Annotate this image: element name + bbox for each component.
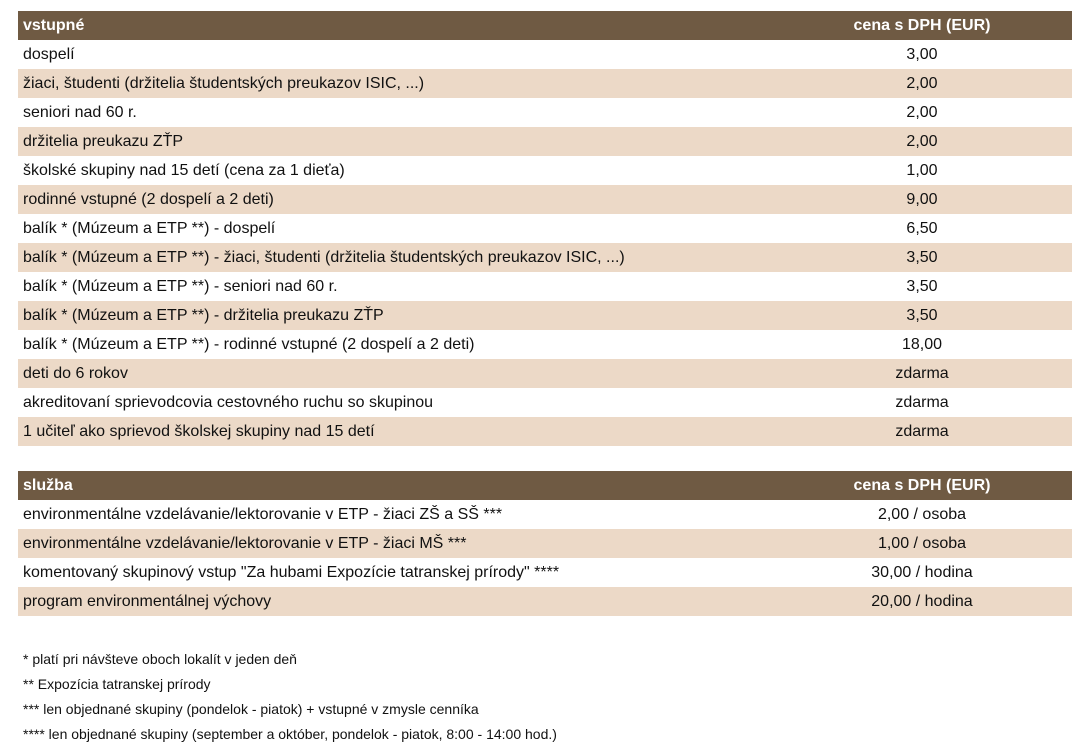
row-price: 18,00 [901, 335, 943, 353]
services-price-table [18, 471, 1072, 616]
admission-header-price: cena s DPH (EUR) [853, 16, 991, 34]
services-header-label: služba [23, 476, 73, 494]
footnotes [23, 649, 557, 749]
table-row [18, 359, 1072, 388]
admission-price-table [18, 11, 1072, 446]
row-label: 1 učiteľ ako sprievod školskej skupiny nad 15 detí [23, 422, 375, 440]
table-row [18, 40, 1072, 69]
row-price: 2,00 [906, 132, 938, 150]
row-label: balík * (Múzeum a ETP **) - rodinné vstupné (2 dospelí a 2 deti) [23, 335, 475, 353]
table-row [18, 587, 1072, 616]
table-row [18, 156, 1072, 185]
row-label: dospelí [23, 45, 75, 63]
row-label: balík * (Múzeum a ETP **) - seniori nad 60 r. [23, 277, 338, 295]
table-row [18, 69, 1072, 98]
row-label: balík * (Múzeum a ETP **) - žiaci, študenti (držitelia študentských preukazov ISIC, ...) [23, 248, 625, 266]
services-header-price: cena s DPH (EUR) [853, 476, 991, 494]
row-label: seniori nad 60 r. [23, 103, 137, 121]
table-row [18, 500, 1072, 529]
row-label: environmentálne vzdelávanie/lektorovanie v ETP - žiaci MŠ *** [23, 534, 467, 552]
row-price: 30,00 / hodina [871, 563, 973, 581]
row-price: 3,50 [906, 277, 938, 295]
row-label: environmentálne vzdelávanie/lektorovanie v ETP - žiaci ZŠ a SŠ *** [23, 505, 503, 523]
table-row [18, 243, 1072, 272]
row-label: program environmentálnej výchovy [23, 592, 272, 610]
row-label: žiaci, študenti (držitelia študentských preukazov ISIC, ...) [23, 74, 425, 92]
row-label: balík * (Múzeum a ETP **) - dospelí [23, 219, 276, 237]
table-row [18, 388, 1072, 417]
admission-table-header [18, 11, 1072, 40]
table-row [18, 417, 1072, 446]
footnote: **** len objednané skupiny (september a október, pondelok - piatok, 8:00 - 14:00 hod.) [23, 726, 557, 742]
footnote: * platí pri návšteve oboch lokalít v jeden deň [23, 651, 297, 667]
row-label: držitelia preukazu ZŤP [23, 132, 184, 150]
table-row [18, 98, 1072, 127]
row-price: 6,50 [906, 219, 938, 237]
row-price: 3,00 [906, 45, 938, 63]
row-price: 1,00 / osoba [877, 534, 967, 552]
row-label: deti do 6 rokov [23, 364, 128, 382]
table-row [18, 558, 1072, 587]
table-row [18, 127, 1072, 156]
table-row [18, 185, 1072, 214]
footnote: ** Expozícia tatranskej prírody [23, 676, 211, 692]
row-price: 3,50 [906, 306, 938, 324]
row-price: 3,50 [906, 248, 938, 266]
table-row [18, 272, 1072, 301]
row-price: zdarma [895, 364, 949, 382]
footnote: *** len objednané skupiny (pondelok - piatok) + vstupné v zmysle cenníka [23, 701, 479, 717]
row-label: akreditovaní sprievodcovia cestovného ruchu so skupinou [23, 393, 434, 411]
row-price: 2,00 [906, 74, 938, 92]
row-label: školské skupiny nad 15 detí (cena za 1 dieťa) [23, 161, 345, 179]
table-row [18, 301, 1072, 330]
row-price: 2,00 [906, 103, 938, 121]
services-table-header [18, 471, 1072, 500]
row-label: rodinné vstupné (2 dospelí a 2 deti) [23, 190, 274, 208]
row-label: balík * (Múzeum a ETP **) - držitelia preukazu ZŤP [23, 306, 384, 324]
table-row [18, 330, 1072, 359]
table-row [18, 529, 1072, 558]
row-label: komentovaný skupinový vstup "Za hubami Expozície tatranskej prírody" **** [23, 563, 560, 581]
table-row [18, 214, 1072, 243]
admission-header-label: vstupné [23, 16, 85, 34]
row-price: 2,00 / osoba [877, 505, 967, 523]
row-price: 9,00 [906, 190, 938, 208]
row-price: 20,00 / hodina [871, 592, 973, 610]
row-price: zdarma [895, 393, 949, 411]
row-price: zdarma [895, 422, 949, 440]
row-price: 1,00 [906, 161, 938, 179]
